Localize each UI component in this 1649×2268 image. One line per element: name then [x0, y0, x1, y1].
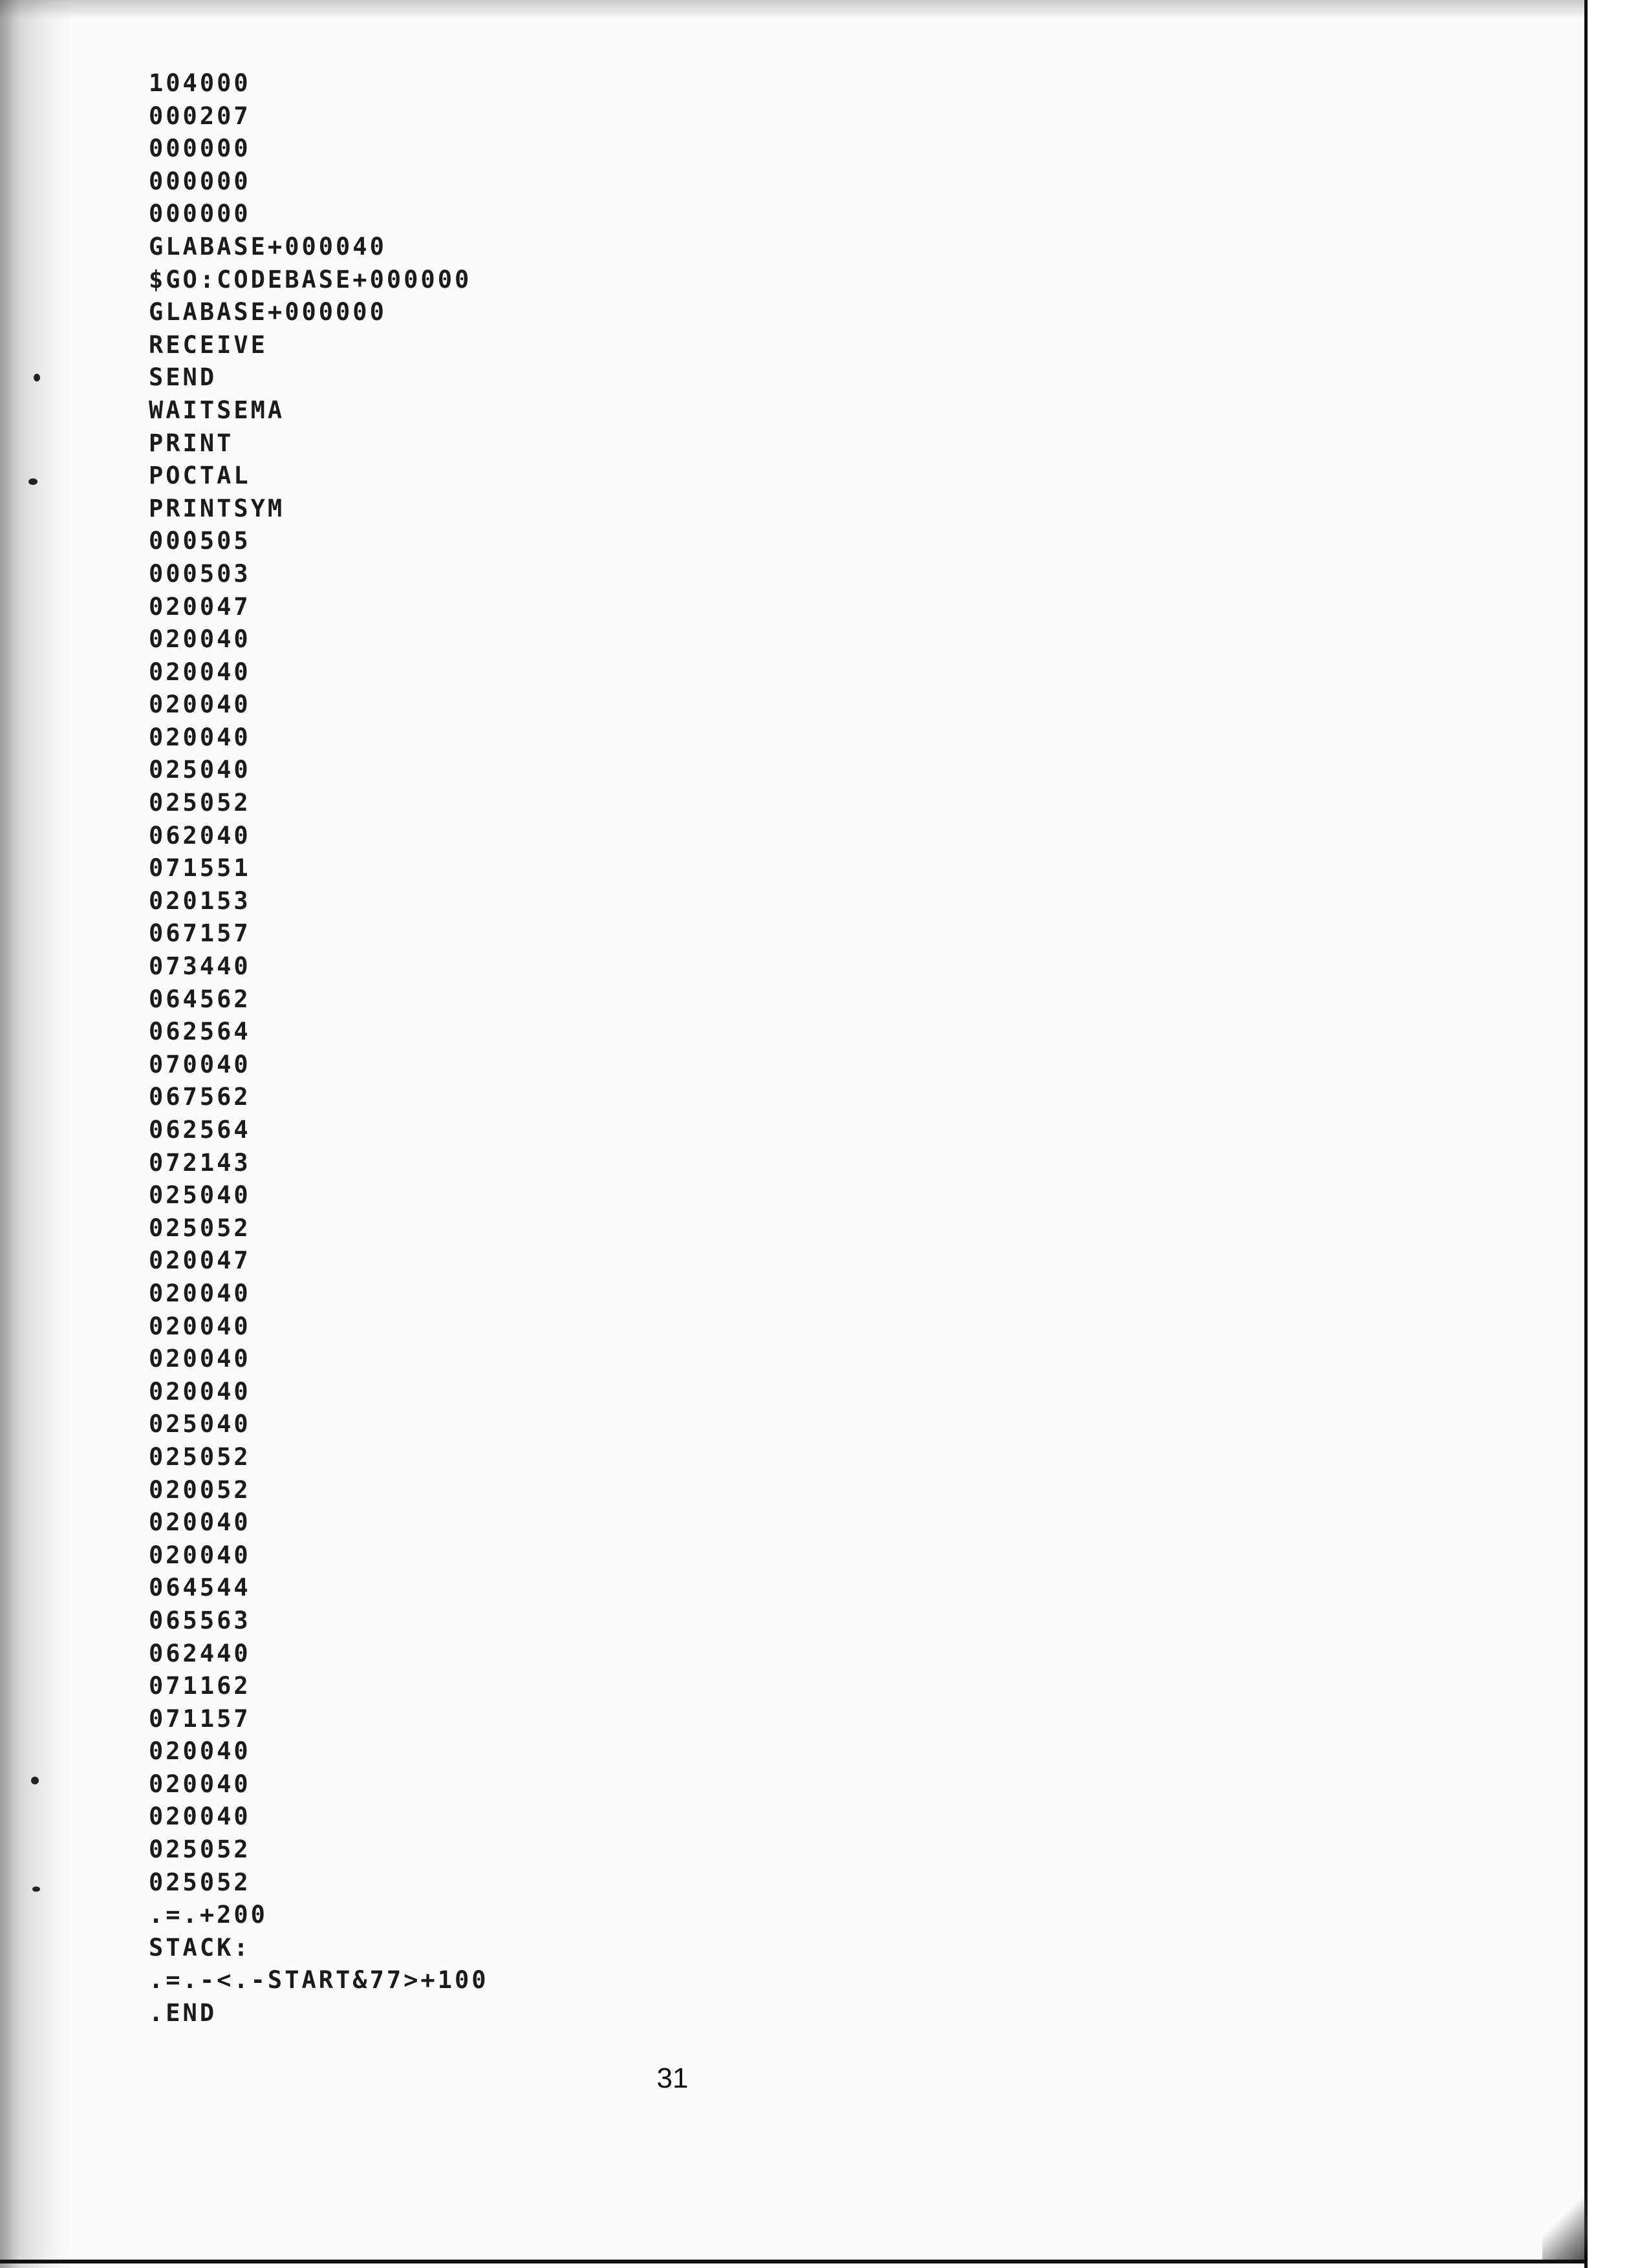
listing-line: 025052 [149, 1835, 251, 1864]
listing-line: .=.-<.-START&77>+100 [149, 1966, 489, 1995]
listing-line: 020047 [149, 592, 251, 621]
listing-line: 020052 [149, 1475, 251, 1504]
scan-speck [28, 478, 38, 485]
listing-line: 064562 [149, 985, 251, 1013]
listing-line: 067157 [149, 919, 251, 948]
listing-line: 062040 [149, 821, 251, 850]
listing-line: 025040 [149, 1181, 251, 1210]
listing-line: 000503 [149, 559, 251, 588]
scan-shadow-top [0, 0, 1584, 19]
listing-line: 020040 [149, 1508, 251, 1537]
listing-line: 062564 [149, 1116, 251, 1144]
listing-line: SEND [149, 363, 217, 392]
listing-line: 104000 [149, 69, 251, 97]
listing-line: PRINTSYM [149, 494, 285, 522]
listing-line: 073440 [149, 952, 251, 981]
listing-line: 025052 [149, 1214, 251, 1242]
listing-line: 071157 [149, 1704, 251, 1733]
listing-line: 062564 [149, 1018, 251, 1046]
scan-speck [34, 374, 40, 381]
listing-line: 020040 [149, 1312, 251, 1340]
listing-line: GLABASE+000000 [149, 298, 387, 326]
listing-line: 025052 [149, 789, 251, 817]
listing-line: 020040 [149, 690, 251, 719]
scan-shadow-left [0, 0, 71, 2268]
page-number: 31 [656, 2062, 689, 2094]
listing-line: POCTAL [149, 462, 251, 490]
listing-line: 065563 [149, 1606, 251, 1634]
listing-line: RECEIVE [149, 330, 268, 359]
listing-line: GLABASE+000040 [149, 232, 387, 261]
listing-line: WAITSEMA [149, 396, 285, 424]
scan-speck [31, 1777, 39, 1784]
listing-line: 000000 [149, 134, 251, 163]
page-corner-curl [1542, 2179, 1588, 2260]
listing-line: 020040 [149, 625, 251, 654]
listing-line: 020040 [149, 1377, 251, 1406]
listing-line: 020040 [149, 1345, 251, 1373]
listing-line: 000000 [149, 200, 251, 228]
listing-line: $GO:CODEBASE+000000 [149, 265, 472, 294]
code-listing [149, 67, 489, 2030]
listing-line: 020040 [149, 1770, 251, 1798]
listing-line: 072143 [149, 1148, 251, 1177]
listing-line: 067562 [149, 1083, 251, 1111]
listing-line: 020040 [149, 1803, 251, 1831]
scan-border-bottom [0, 2260, 1588, 2263]
listing-line: 000505 [149, 527, 251, 555]
listing-line: PRINT [149, 429, 234, 457]
listing-line: 020040 [149, 658, 251, 686]
listing-line: 020040 [149, 723, 251, 751]
scan-border-right [1584, 0, 1649, 2268]
listing-line: 071551 [149, 854, 251, 883]
listing-line: 064544 [149, 1574, 251, 1602]
listing-line: 071162 [149, 1672, 251, 1700]
listing-line: 000207 [149, 102, 251, 130]
listing-line: 062440 [149, 1639, 251, 1667]
listing-line: 020153 [149, 886, 251, 915]
listing-line: 025040 [149, 756, 251, 784]
listing-line: 020040 [149, 1279, 251, 1307]
listing-line: 020047 [149, 1246, 251, 1275]
listing-line: 025052 [149, 1868, 251, 1896]
listing-line: STACK: [149, 1933, 251, 1962]
listing-line: 000000 [149, 167, 251, 195]
listing-line: 025040 [149, 1410, 251, 1439]
scan-speck [32, 1887, 40, 1892]
listing-line: 025052 [149, 1442, 251, 1471]
listing-line: 070040 [149, 1050, 251, 1078]
listing-line: 020040 [149, 1541, 251, 1569]
listing-line: .END [149, 1999, 217, 2027]
listing-line: 020040 [149, 1737, 251, 1766]
listing-line: .=.+200 [149, 1901, 268, 1929]
